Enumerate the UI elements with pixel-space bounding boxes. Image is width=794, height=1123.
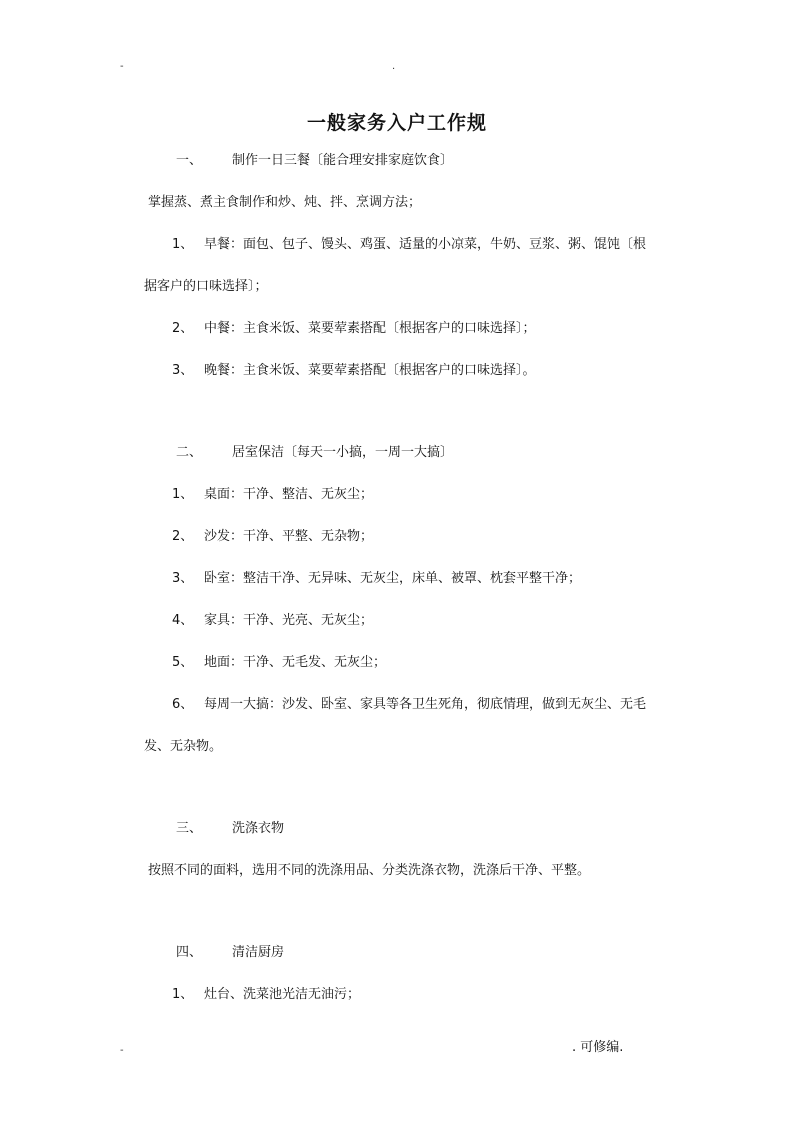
header-left-mark: - — [120, 61, 124, 72]
item-number: 1、 — [172, 487, 194, 502]
list-item — [172, 572, 581, 585]
list-item — [172, 530, 373, 543]
item-number: 1、 — [172, 237, 194, 252]
item-number: 4、 — [172, 613, 194, 628]
item-continuation: 据客户的口味选择〕； — [144, 279, 268, 294]
item-number: 3、 — [172, 571, 194, 586]
section-number: 三、 — [176, 821, 203, 836]
item-number: 5、 — [172, 655, 194, 670]
list-item — [172, 488, 373, 501]
item-text: 家具：干净、光亮、无灰尘； — [204, 613, 374, 628]
item-text: 桌面：干净、整洁、无灰尘； — [204, 487, 374, 502]
item-continuation: 发、无杂物。 — [144, 739, 223, 754]
list-item — [172, 238, 646, 251]
header-center-mark: . — [392, 61, 396, 72]
list-item — [172, 698, 646, 711]
footer-note: . 可修编. — [572, 1040, 624, 1055]
item-text: 地面：干净、无毛发、无灰尘； — [204, 655, 387, 670]
document-title: 一般家务入户工作规 — [306, 112, 487, 134]
item-text: 灶台、洗菜池光洁无油污； — [204, 987, 361, 1002]
item-number: 2、 — [172, 321, 194, 336]
list-item — [172, 656, 386, 669]
section-title: 洗涤衣物 — [232, 821, 285, 836]
section-title: 制作一日三餐〔能合理安排家庭饮食〕 — [232, 153, 454, 168]
list-item — [172, 988, 360, 1001]
item-text: 中餐：主食米饭、菜要荤素搭配〔根据客户的口味选择〕； — [204, 321, 536, 336]
list-item — [172, 614, 373, 627]
section-title: 清洁厨房 — [232, 945, 285, 960]
item-text: 沙发：干净、平整、无杂物； — [204, 529, 374, 544]
list-item — [172, 322, 536, 335]
section-title: 居室保洁〔每天一小搞，一周一大搞〕 — [232, 445, 454, 460]
item-number: 1、 — [172, 987, 194, 1002]
item-number: 3、 — [172, 363, 194, 378]
item-number: 6、 — [172, 697, 194, 712]
item-text: 早餐：面包、包子、馒头、鸡蛋、适量的小凉菜，牛奶、豆浆、粥、馄饨〔根 — [204, 237, 647, 252]
section-intro: 掌握蒸、煮主食制作和炒、炖、拌、烹调方法； — [148, 195, 422, 210]
item-text: 晚餐：主食米饭、菜要荤素搭配〔根据客户的口味选择〕。 — [204, 363, 536, 378]
section-intro: 按照不同的面料，选用不同的洗涤用品、分类洗涤衣物，洗涤后干净、平整。 — [148, 863, 591, 878]
item-number: 2、 — [172, 529, 194, 544]
list-item — [172, 364, 536, 377]
section-number: 四、 — [176, 945, 203, 960]
section-number: 二、 — [176, 445, 203, 460]
item-text: 每周一大搞：沙发、卧室、家具等各卫生死角，彻底情理，做到无灰尘、无毛 — [204, 697, 647, 712]
section-number: 一、 — [176, 153, 203, 168]
footer-left-mark: - — [120, 1045, 124, 1056]
item-text: 卧室：整洁干净、无异味、无灰尘，床单、被罩、枕套平整干净； — [204, 571, 582, 586]
